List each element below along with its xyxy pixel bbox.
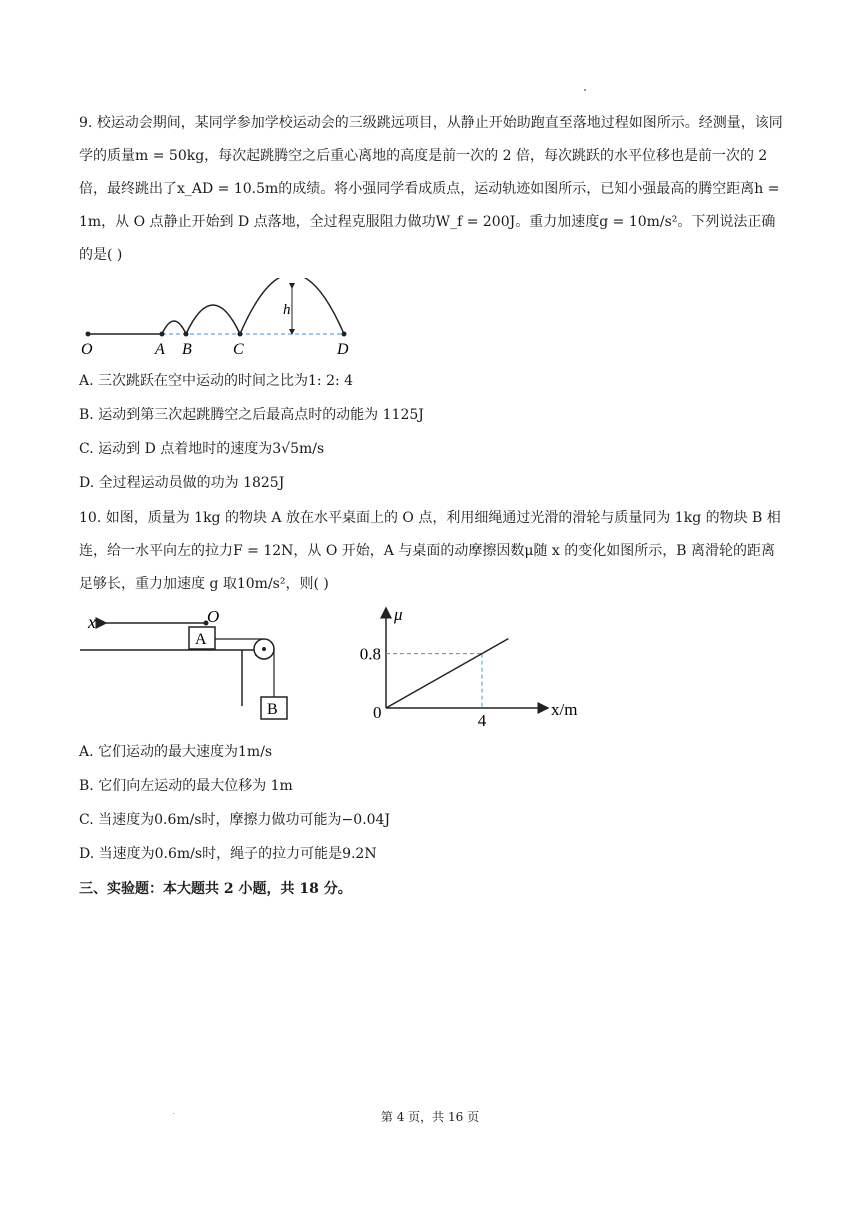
- mu-x-chart: [352, 600, 592, 730]
- point-d: [342, 332, 347, 337]
- pulley-axle: [262, 647, 266, 651]
- label-a: A: [155, 341, 165, 358]
- q10-option-c: C. 当速度为0.6m/s时，摩擦力做功可能为−0.04J: [79, 812, 391, 828]
- mu-series-line: [386, 639, 508, 708]
- page-footer: 第 4 页，共 16 页: [380, 1110, 480, 1124]
- question-10-text: 10. 如图，质量为 1kg 的物块 A 放在水平桌面上的 O 点，利用细绳通过光滑的滑轮与质量同为 1kg 的物块 B 相连，给一水平向左的拉力F = 12N，从 O 开始，A 与桌面的动摩擦因数μ随 x 的变化如图所示，B 离滑轮的距离足够长，重力加速度 g 取10m/s²，则( ): [79, 510, 781, 592]
- q10-option-a: A. 它们运动的最大速度为1m/s: [79, 744, 273, 760]
- speck-mark: [584, 89, 586, 91]
- arc-bc: [186, 305, 240, 334]
- label-d: D: [337, 341, 349, 358]
- label-origin-o: O: [207, 607, 220, 626]
- q10-pulley-figure: [80, 606, 300, 724]
- chart-x-tick-label: 4: [477, 711, 487, 730]
- q10-option-b: B. 它们向左运动的最大位移为 1m: [79, 778, 293, 794]
- label-o: O: [81, 341, 93, 358]
- point-o: [86, 332, 91, 337]
- q9-option-a: A. 三次跳跃在空中运动的时间之比为1: 2: 4: [79, 373, 354, 389]
- chart-origin-label: 0: [373, 703, 382, 722]
- section-3-heading: 三、实验题：本大题共 2 小题，共 18 分。: [79, 881, 352, 897]
- chart-y-tick-label: 0.8: [359, 644, 381, 664]
- point-a: [160, 332, 165, 337]
- point-b: [184, 332, 189, 337]
- label-b: B: [182, 341, 192, 358]
- q9-option-b: B. 运动到第三次起跳腾空之后最高点时的动能为 1125J: [79, 407, 424, 423]
- q10-option-d: D. 当速度为0.6m/s时，绳子的拉力可能是9.2N: [79, 846, 377, 862]
- label-c: C: [233, 341, 244, 358]
- q9-option-d: D. 全过程运动员做的功为 1825J: [79, 475, 285, 491]
- chart-x-label: x/m: [551, 700, 578, 719]
- block-b-label: B: [267, 701, 278, 718]
- label-h: h: [283, 302, 291, 318]
- arc-ab: [162, 321, 186, 334]
- q9-jump-figure: [80, 278, 370, 360]
- question-9-text: 9. 校运动会期间，某同学参加学校运动会的三级跳远项目，从静止开始助跑直至落地过程如图所示。经测量，该同学的质量m = 50kg，每次起跳腾空之后重心离地的高度是前一次的 2 倍，每次跳跃的水平位移也是前一次的 2 倍，最终跳出了x_AD = 10.5m的成绩。将小强同学看成质点，运动轨迹如图所示，已知小强最高的腾空距离h = 1m，从 O 点静止开始到 D 点落地，全过程克服阻力做功W_f = 200J。重力加速度g = 10m/s²。下列说法正确的是( ): [79, 115, 783, 263]
- chart-y-label: μ: [394, 605, 403, 624]
- x-axis-label: x: [88, 612, 96, 632]
- block-a-label: A: [195, 631, 207, 648]
- point-c: [238, 332, 243, 337]
- q9-option-c: C. 运动到 D 点着地时的速度为3√5m/s: [79, 441, 325, 457]
